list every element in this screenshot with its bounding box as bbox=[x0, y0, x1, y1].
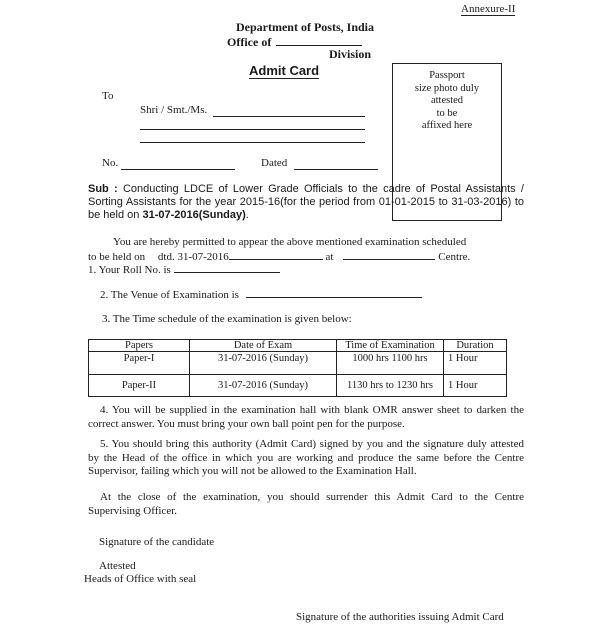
subject-text: Conducting LDCE of Lower Grade Officials to the cadre of Postal Assistants / Sorting Assistants for the year 2015-16(for the period from 01-01-2015 to 31-03-2016) to be held on bbox=[88, 183, 524, 221]
exam-time-blank[interactable] bbox=[229, 249, 323, 260]
authority-signature-label: Signature of the authorities issuing Admit Card bbox=[296, 611, 504, 623]
office-blank[interactable] bbox=[276, 34, 362, 46]
heads-office-label: Heads of Office with seal bbox=[84, 573, 197, 585]
roll-no-blank[interactable] bbox=[174, 262, 280, 273]
admit-card-title: Admit Card bbox=[249, 63, 320, 78]
attested-label: Attested bbox=[99, 560, 136, 572]
col-header: Time of Examination bbox=[337, 340, 444, 352]
roll-no-line: 1. Your Roll No. is bbox=[88, 262, 280, 276]
address-blank-2[interactable] bbox=[140, 142, 365, 143]
no-blank[interactable] bbox=[121, 169, 235, 170]
venue-blank[interactable] bbox=[246, 287, 422, 298]
shri-label: Shri / Smt./Ms. bbox=[140, 104, 208, 116]
division-label: Division bbox=[329, 47, 372, 61]
instruction-4: 4. You will be supplied in the examination hall with blank OMR answer sheet to darken the correct answer. You must bring your own ball point pen for the purpose. bbox=[88, 404, 524, 430]
col-header: Papers bbox=[89, 340, 190, 352]
annexure-label: Annexure-II bbox=[461, 3, 516, 15]
time-cell: 1130 hrs to 1230 hrs bbox=[337, 375, 444, 397]
to-label: To bbox=[102, 90, 114, 102]
photo-line: affixed here bbox=[421, 120, 473, 131]
permit-line-2: to be held on dtd. 31-07-2016 at Centre. bbox=[88, 251, 471, 263]
photo-line: Passport bbox=[429, 70, 465, 81]
subject-paragraph: Sub : Conducting LDCE of Lower Grade Officials to the cadre of Postal Assistants / Sorting Assistants for the year 2015-16(for the period from 01-01-2015 to 31-03-2016) to be held on 31-07-2016(Sunday). bbox=[88, 183, 524, 221]
duration-cell: 1 Hour bbox=[444, 352, 507, 375]
venue-line: 2. The Venue of Examination is bbox=[100, 287, 422, 301]
department-title: Department of Posts, India bbox=[236, 20, 374, 34]
date-cell: 31-07-2016 (Sunday) bbox=[190, 352, 337, 375]
col-header: Date of Exam bbox=[190, 340, 337, 352]
schedule-intro: 3. The Time schedule of the examination is given below: bbox=[102, 313, 352, 325]
table-row bbox=[89, 375, 507, 397]
table-row bbox=[89, 352, 507, 375]
subject-prefix: Sub : bbox=[88, 183, 118, 195]
permit-line-1: You are hereby permitted to appear the above mentioned examination scheduled bbox=[113, 236, 467, 248]
instruction-5: 5. You should bring this authority (Admit Card) signed by you and the signature duly attested by the Head of the office in which you are working and produce the same before the Centre Supervisor, failing which you will not be allowed to the Examination Hall. bbox=[88, 438, 524, 477]
date-cell: 31-07-2016 (Sunday) bbox=[190, 375, 337, 397]
table-header-row bbox=[89, 340, 507, 352]
dated-blank[interactable] bbox=[294, 169, 378, 170]
address-blank-1[interactable] bbox=[140, 129, 365, 130]
paper-cell: Paper-II bbox=[89, 375, 190, 397]
duration-cell: 1 Hour bbox=[444, 375, 507, 397]
time-cell: 1000 hrs 1100 hrs bbox=[337, 352, 444, 375]
col-header: Duration bbox=[444, 340, 507, 352]
centre-blank[interactable] bbox=[343, 249, 435, 260]
candidate-signature-label: Signature of the candidate bbox=[99, 536, 215, 548]
office-of-label: Office of bbox=[227, 35, 272, 49]
photo-line: attested bbox=[430, 95, 464, 106]
paper-cell: Paper-I bbox=[89, 352, 190, 375]
subject-date: 31-07-2016(Sunday) bbox=[142, 209, 246, 221]
dated-label: Dated bbox=[261, 157, 288, 169]
schedule-table bbox=[88, 339, 507, 397]
photo-line: size photo duly bbox=[414, 82, 480, 94]
no-label: No. bbox=[102, 157, 119, 169]
photo-line: to be bbox=[436, 107, 458, 119]
instruction-6: At the close of the examination, you should surrender this Admit Card to the Centre Supervising Officer. bbox=[88, 491, 524, 517]
name-blank[interactable] bbox=[213, 116, 365, 117]
